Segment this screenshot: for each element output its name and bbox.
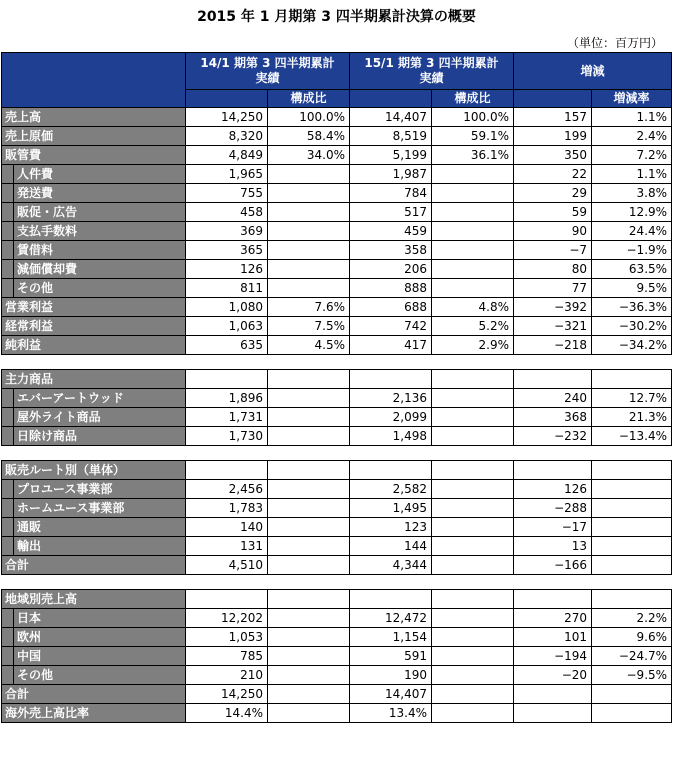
prev-ratio-cell: [268, 184, 350, 203]
diff-rate-cell: [592, 518, 672, 537]
row-label: ホームユース事業部: [14, 499, 186, 518]
indent-cell: [2, 279, 14, 298]
header-diff-rate: 増減率: [592, 90, 672, 108]
cur-amount-cell: 12,472: [350, 609, 432, 628]
cur-ratio-cell: [432, 499, 514, 518]
prev-ratio-cell: [268, 609, 350, 628]
diff-amount-cell: [514, 370, 592, 389]
row-label: その他: [14, 666, 186, 685]
table-row: [2, 518, 672, 537]
prev-ratio-cell: [268, 628, 350, 647]
diff-amount-cell: [514, 461, 592, 480]
cur-ratio-cell: [432, 408, 514, 427]
header-prev-line1: 14/1 期第 3 四半期累計: [200, 56, 335, 70]
prev-amount-cell: 1,730: [186, 427, 268, 446]
table-row: [2, 298, 672, 317]
table-row: [2, 609, 672, 628]
prev-amount-cell: 210: [186, 666, 268, 685]
cur-ratio-cell: [432, 685, 514, 704]
table-row: [2, 704, 672, 723]
prev-amount-cell: 4,510: [186, 556, 268, 575]
diff-amount-cell: 368: [514, 408, 592, 427]
indent-cell: [2, 203, 14, 222]
diff-amount-cell: 80: [514, 260, 592, 279]
table-row: [2, 685, 672, 704]
row-label: 欧州: [14, 628, 186, 647]
diff-rate-cell: [592, 370, 672, 389]
table-row: [2, 556, 672, 575]
indent-cell: [2, 222, 14, 241]
prev-ratio-cell: [268, 704, 350, 723]
table-row: [2, 317, 672, 336]
table-row: [2, 184, 672, 203]
prev-ratio-cell: [268, 222, 350, 241]
diff-rate-cell: −34.2%: [592, 336, 672, 355]
spacer-cell: [2, 575, 672, 590]
cur-amount-cell: 2,136: [350, 389, 432, 408]
header-prev-period: [186, 53, 350, 90]
diff-rate-cell: −13.4%: [592, 427, 672, 446]
prev-amount-cell: 140: [186, 518, 268, 537]
prev-amount-cell: 755: [186, 184, 268, 203]
diff-amount-cell: 13: [514, 537, 592, 556]
prev-ratio-cell: 34.0%: [268, 146, 350, 165]
diff-rate-cell: 12.9%: [592, 203, 672, 222]
table-row: [2, 499, 672, 518]
table-row: [2, 165, 672, 184]
diff-rate-cell: [592, 556, 672, 575]
indent-cell: [2, 518, 14, 537]
diff-amount-cell: 29: [514, 184, 592, 203]
prev-amount-cell: 14.4%: [186, 704, 268, 723]
indent-cell: [2, 666, 14, 685]
cur-ratio-cell: [432, 427, 514, 446]
table-row: [2, 647, 672, 666]
cur-ratio-cell: [432, 184, 514, 203]
cur-ratio-cell: [432, 203, 514, 222]
indent-cell: [2, 184, 14, 203]
diff-rate-cell: 24.4%: [592, 222, 672, 241]
cur-ratio-cell: [432, 556, 514, 575]
prev-amount-cell: 14,250: [186, 108, 268, 127]
indent-cell: [2, 241, 14, 260]
table-row: [2, 279, 672, 298]
prev-ratio-cell: [268, 556, 350, 575]
diff-amount-cell: −232: [514, 427, 592, 446]
indent-cell: [2, 427, 14, 446]
header-cur-amount: [350, 90, 432, 108]
diff-rate-cell: [592, 537, 672, 556]
cur-amount-cell: 1,987: [350, 165, 432, 184]
cur-ratio-cell: [432, 260, 514, 279]
table-row: [2, 590, 672, 609]
row-label: 販管費: [2, 146, 186, 165]
diff-amount-cell: −194: [514, 647, 592, 666]
table-row: [2, 260, 672, 279]
cur-ratio-cell: 5.2%: [432, 317, 514, 336]
row-label: 輸出: [14, 537, 186, 556]
diff-amount-cell: 59: [514, 203, 592, 222]
cur-amount-cell: 1,498: [350, 427, 432, 446]
prev-ratio-cell: [268, 666, 350, 685]
cur-ratio-cell: [432, 590, 514, 609]
prev-amount-cell: 1,063: [186, 317, 268, 336]
diff-rate-cell: 3.8%: [592, 184, 672, 203]
cur-ratio-cell: [432, 370, 514, 389]
row-label: プロユース事業部: [14, 480, 186, 499]
cur-amount-cell: [350, 590, 432, 609]
cur-ratio-cell: 36.1%: [432, 146, 514, 165]
diff-amount-cell: 199: [514, 127, 592, 146]
cur-amount-cell: 2,582: [350, 480, 432, 499]
cur-ratio-cell: [432, 241, 514, 260]
diff-rate-cell: 21.3%: [592, 408, 672, 427]
diff-rate-cell: 7.2%: [592, 146, 672, 165]
cur-amount-cell: 417: [350, 336, 432, 355]
table-row: [2, 408, 672, 427]
row-label: 日本: [14, 609, 186, 628]
section-spacer: [2, 355, 672, 370]
cur-amount-cell: 8,519: [350, 127, 432, 146]
table-row: [2, 389, 672, 408]
diff-amount-cell: 101: [514, 628, 592, 647]
cur-amount-cell: 2,099: [350, 408, 432, 427]
header-prev-amount: [186, 90, 268, 108]
prev-ratio-cell: [268, 241, 350, 260]
cur-amount-cell: 123: [350, 518, 432, 537]
prev-ratio-cell: [268, 461, 350, 480]
prev-ratio-cell: [268, 590, 350, 609]
diff-rate-cell: −30.2%: [592, 317, 672, 336]
prev-amount-cell: 811: [186, 279, 268, 298]
diff-amount-cell: −7: [514, 241, 592, 260]
diff-rate-cell: [592, 461, 672, 480]
diff-rate-cell: 63.5%: [592, 260, 672, 279]
diff-amount-cell: 90: [514, 222, 592, 241]
diff-rate-cell: [592, 480, 672, 499]
prev-ratio-cell: 100.0%: [268, 108, 350, 127]
prev-ratio-cell: [268, 537, 350, 556]
row-label: エバーアートウッド: [14, 389, 186, 408]
diff-amount-cell: 77: [514, 279, 592, 298]
diff-amount-cell: 240: [514, 389, 592, 408]
prev-ratio-cell: [268, 647, 350, 666]
prev-amount-cell: 1,053: [186, 628, 268, 647]
table-row: [2, 628, 672, 647]
prev-amount-cell: 131: [186, 537, 268, 556]
prev-amount-cell: 1,896: [186, 389, 268, 408]
cur-ratio-cell: [432, 666, 514, 685]
prev-ratio-cell: [268, 427, 350, 446]
diff-amount-cell: 270: [514, 609, 592, 628]
diff-rate-cell: 9.5%: [592, 279, 672, 298]
prev-ratio-cell: [268, 499, 350, 518]
cur-amount-cell: 742: [350, 317, 432, 336]
diff-amount-cell: [514, 704, 592, 723]
cur-amount-cell: 14,407: [350, 108, 432, 127]
prev-amount-cell: 126: [186, 260, 268, 279]
section-spacer: [2, 575, 672, 590]
indent-cell: [2, 480, 14, 499]
row-label: その他: [14, 279, 186, 298]
cur-ratio-cell: [432, 537, 514, 556]
prev-ratio-cell: [268, 203, 350, 222]
row-label: 中国: [14, 647, 186, 666]
cur-amount-cell: 888: [350, 279, 432, 298]
prev-amount-cell: 785: [186, 647, 268, 666]
row-label: 屋外ライト商品: [14, 408, 186, 427]
row-label: 主力商品: [2, 370, 186, 389]
row-label: 売上高: [2, 108, 186, 127]
prev-ratio-cell: [268, 480, 350, 499]
row-label: 人件費: [14, 165, 186, 184]
prev-ratio-cell: [268, 370, 350, 389]
prev-amount-cell: 635: [186, 336, 268, 355]
prev-amount-cell: 1,731: [186, 408, 268, 427]
cur-amount-cell: [350, 461, 432, 480]
cur-amount-cell: [350, 370, 432, 389]
header-corner: [2, 53, 186, 108]
indent-cell: [2, 609, 14, 628]
cur-ratio-cell: [432, 647, 514, 666]
cur-amount-cell: 591: [350, 647, 432, 666]
diff-amount-cell: −321: [514, 317, 592, 336]
diff-amount-cell: [514, 590, 592, 609]
diff-rate-cell: 1.1%: [592, 165, 672, 184]
diff-rate-cell: −24.7%: [592, 647, 672, 666]
cur-ratio-cell: [432, 480, 514, 499]
indent-cell: [2, 537, 14, 556]
table-row: [2, 370, 672, 389]
table-row: [2, 222, 672, 241]
prev-amount-cell: 1,783: [186, 499, 268, 518]
spacer-cell: [2, 355, 672, 370]
cur-ratio-cell: [432, 628, 514, 647]
cur-ratio-cell: [432, 389, 514, 408]
row-label: 合計: [2, 556, 186, 575]
diff-amount-cell: −218: [514, 336, 592, 355]
diff-amount-cell: 350: [514, 146, 592, 165]
table-row: [2, 666, 672, 685]
cur-ratio-cell: [432, 222, 514, 241]
row-label: 販促・広告: [14, 203, 186, 222]
prev-amount-cell: [186, 461, 268, 480]
diff-amount-cell: 22: [514, 165, 592, 184]
diff-amount-cell: −166: [514, 556, 592, 575]
diff-rate-cell: −9.5%: [592, 666, 672, 685]
diff-amount-cell: −20: [514, 666, 592, 685]
diff-amount-cell: −17: [514, 518, 592, 537]
cur-amount-cell: 1,495: [350, 499, 432, 518]
prev-amount-cell: 1,080: [186, 298, 268, 317]
cur-amount-cell: 784: [350, 184, 432, 203]
diff-rate-cell: [592, 590, 672, 609]
row-label: 営業利益: [2, 298, 186, 317]
indent-cell: [2, 647, 14, 666]
row-label: 合計: [2, 685, 186, 704]
cur-ratio-cell: [432, 165, 514, 184]
prev-amount-cell: 4,849: [186, 146, 268, 165]
section-spacer: [2, 446, 672, 461]
prev-amount-cell: [186, 590, 268, 609]
indent-cell: [2, 628, 14, 647]
row-label: 地域別売上高: [2, 590, 186, 609]
diff-amount-cell: [514, 685, 592, 704]
diff-rate-cell: −36.3%: [592, 298, 672, 317]
row-label: 支払手数料: [14, 222, 186, 241]
cur-amount-cell: 517: [350, 203, 432, 222]
diff-rate-cell: [592, 685, 672, 704]
row-label: 賃借料: [14, 241, 186, 260]
row-label: 海外売上高比率: [2, 704, 186, 723]
diff-rate-cell: 9.6%: [592, 628, 672, 647]
table-row: [2, 427, 672, 446]
cur-ratio-cell: 59.1%: [432, 127, 514, 146]
unit-note: （単位：百万円）: [566, 36, 663, 50]
header-diff: 増減: [514, 53, 672, 90]
prev-ratio-cell: 7.5%: [268, 317, 350, 336]
prev-ratio-cell: [268, 279, 350, 298]
cur-ratio-cell: 100.0%: [432, 108, 514, 127]
table-row: [2, 203, 672, 222]
cur-ratio-cell: 2.9%: [432, 336, 514, 355]
prev-amount-cell: 365: [186, 241, 268, 260]
indent-cell: [2, 260, 14, 279]
prev-ratio-cell: [268, 408, 350, 427]
cur-amount-cell: 190: [350, 666, 432, 685]
header-cur-ratio: 構成比: [432, 90, 514, 108]
table-row: [2, 241, 672, 260]
cur-amount-cell: 358: [350, 241, 432, 260]
prev-ratio-cell: 4.5%: [268, 336, 350, 355]
table-row: [2, 108, 672, 127]
prev-amount-cell: 369: [186, 222, 268, 241]
diff-rate-cell: 12.7%: [592, 389, 672, 408]
table-row: [2, 537, 672, 556]
cur-ratio-cell: 4.8%: [432, 298, 514, 317]
cur-amount-cell: 144: [350, 537, 432, 556]
cur-amount-cell: 5,199: [350, 146, 432, 165]
diff-rate-cell: [592, 704, 672, 723]
header-prev-ratio: 構成比: [268, 90, 350, 108]
diff-rate-cell: −1.9%: [592, 241, 672, 260]
prev-amount-cell: 14,250: [186, 685, 268, 704]
diff-amount-cell: 157: [514, 108, 592, 127]
row-label: 通販: [14, 518, 186, 537]
prev-ratio-cell: 7.6%: [268, 298, 350, 317]
cur-ratio-cell: [432, 518, 514, 537]
table-row: [2, 480, 672, 499]
diff-rate-cell: 2.4%: [592, 127, 672, 146]
cur-ratio-cell: [432, 461, 514, 480]
financial-summary-table: [1, 52, 672, 723]
prev-ratio-cell: [268, 260, 350, 279]
header-diff-amount: [514, 90, 592, 108]
table-row: [2, 461, 672, 480]
cur-amount-cell: 1,154: [350, 628, 432, 647]
indent-cell: [2, 499, 14, 518]
diff-amount-cell: 126: [514, 480, 592, 499]
cur-amount-cell: 688: [350, 298, 432, 317]
table-row: [2, 336, 672, 355]
diff-rate-cell: 2.2%: [592, 609, 672, 628]
table-row: [2, 127, 672, 146]
cur-amount-cell: 13.4%: [350, 704, 432, 723]
cur-amount-cell: 4,344: [350, 556, 432, 575]
cur-ratio-cell: [432, 609, 514, 628]
header-prev-line2: 実績: [255, 71, 280, 85]
prev-amount-cell: 2,456: [186, 480, 268, 499]
header-cur-line1: 15/1 期第 3 四半期累計: [364, 56, 499, 70]
table-row: [2, 146, 672, 165]
page-title: 2015 年 1 月期第 3 四半期累計決算の概要: [197, 9, 476, 25]
spacer-cell: [2, 446, 672, 461]
cur-amount-cell: 206: [350, 260, 432, 279]
header-cur-period: [350, 53, 514, 90]
prev-amount-cell: 458: [186, 203, 268, 222]
prev-ratio-cell: [268, 389, 350, 408]
row-label: 純利益: [2, 336, 186, 355]
diff-rate-cell: [592, 499, 672, 518]
prev-ratio-cell: [268, 518, 350, 537]
cur-amount-cell: 459: [350, 222, 432, 241]
row-label: 販売ルート別（単体）: [2, 461, 186, 480]
indent-cell: [2, 389, 14, 408]
prev-ratio-cell: [268, 685, 350, 704]
row-label: 減価償却費: [14, 260, 186, 279]
row-label: 発送費: [14, 184, 186, 203]
indent-cell: [2, 408, 14, 427]
row-label: 日除け商品: [14, 427, 186, 446]
cur-amount-cell: 14,407: [350, 685, 432, 704]
prev-ratio-cell: [268, 165, 350, 184]
diff-amount-cell: −288: [514, 499, 592, 518]
prev-amount-cell: [186, 370, 268, 389]
cur-ratio-cell: [432, 704, 514, 723]
diff-amount-cell: −392: [514, 298, 592, 317]
cur-ratio-cell: [432, 279, 514, 298]
indent-cell: [2, 165, 14, 184]
header-cur-line2: 実績: [419, 71, 444, 85]
row-label: 売上原価: [2, 127, 186, 146]
diff-rate-cell: 1.1%: [592, 108, 672, 127]
prev-ratio-cell: 58.4%: [268, 127, 350, 146]
prev-amount-cell: 8,320: [186, 127, 268, 146]
prev-amount-cell: 12,202: [186, 609, 268, 628]
row-label: 経常利益: [2, 317, 186, 336]
prev-amount-cell: 1,965: [186, 165, 268, 184]
